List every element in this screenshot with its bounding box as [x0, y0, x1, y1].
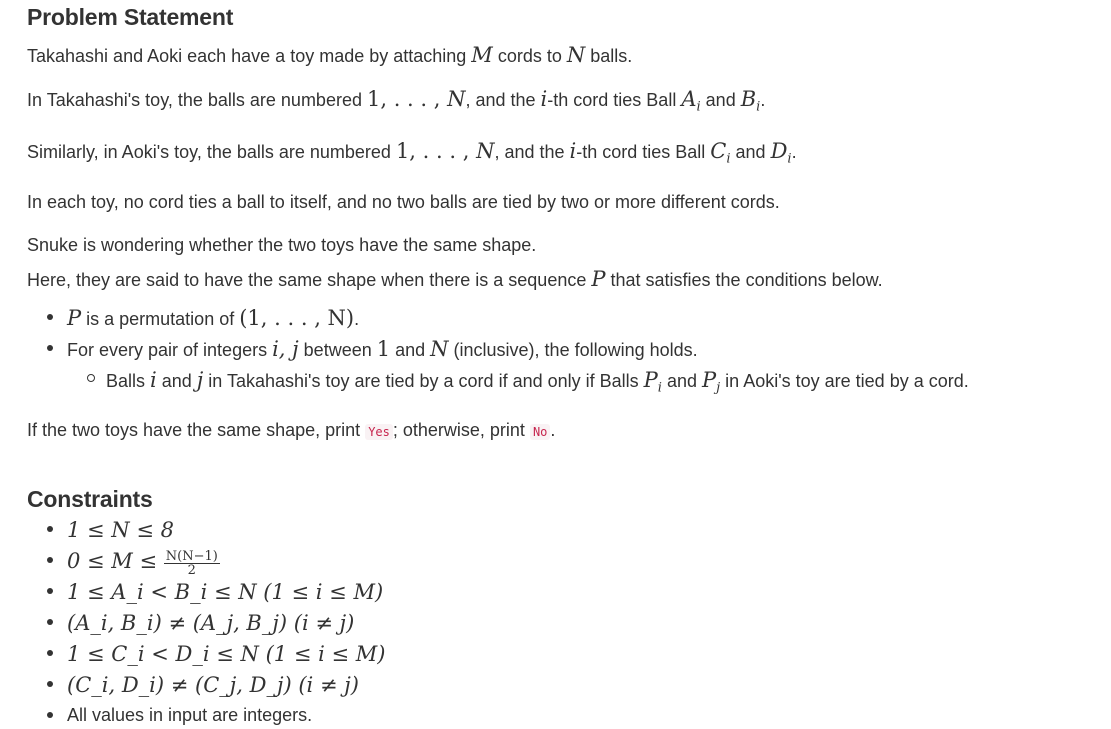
text: and: [730, 141, 771, 162]
paragraph-takahashi-toy: In Takahashi's toy, the balls are numbered 1, . . . , N, and the i-th cord ties Ball $A_i$ and $B_i$.: [27, 87, 766, 115]
text: .: [760, 90, 766, 110]
paragraph-aoki-toy: Similarly, in Aoki's toy, the balls are numbered 1, . . . , N, and the i-th cord ties Ball $C_i$ and $D_i$.: [27, 138, 797, 167]
text: and: [390, 340, 431, 361]
text: Balls: [106, 371, 151, 392]
fraction-denominator: 2: [187, 562, 196, 578]
list-item: [27, 334, 1107, 365]
math-p: P: [702, 368, 717, 393]
constraints-heading: Constraints: [27, 485, 153, 512]
math-n: N: [476, 138, 495, 163]
text: In Takahashi's toy, the balls are numbered: [27, 90, 367, 110]
math-range: 1, . . . ,: [366, 87, 448, 111]
constraint-cd: 1 ≤ C_i < D_i ≤ N (1 ≤ i ≤ M): [67, 641, 386, 666]
paragraph-toys: [27, 42, 1107, 69]
text: .: [354, 309, 360, 330]
constraint-item: [27, 577, 1107, 608]
paragraph-same-shape: [27, 266, 1107, 293]
math-p: P: [591, 267, 606, 292]
constraint-item: [27, 546, 1107, 577]
list-item: Balls i and j in Takahashi's toy are tied by a cord if and only if Balls $P_i$ and $P_j$ in Aoki's toy are tied by a cord.: [27, 365, 1107, 404]
text: (inclusive), the following holds.: [448, 340, 698, 361]
fraction-numerator: N(N−1): [165, 548, 218, 564]
paragraph-snuke: Snuke is wondering whether the two toys have the same shape.: [27, 235, 537, 256]
text: ; otherwise, print: [392, 419, 530, 440]
code-no: No: [530, 424, 550, 440]
math-i: i: [150, 368, 157, 393]
text: and: [156, 371, 197, 392]
text: in Aoki's toy are tied by a cord.: [720, 371, 969, 392]
text: in Takahashi's toy are tied by a cord if and only if Balls: [203, 371, 644, 392]
text: Here, they are said to have the same shape when there is a sequence: [27, 270, 592, 291]
constraints-list: [27, 515, 1107, 729]
constraint-m: 0 ≤ M ≤: [67, 548, 164, 573]
text: .: [791, 141, 797, 162]
problem-statement-heading: Problem Statement: [27, 4, 234, 30]
list-item: [27, 303, 1107, 334]
text: -th cord ties Ball: [547, 90, 682, 110]
math-tuple: (1, . . . , N): [239, 306, 355, 331]
text: Similarly, in Aoki's toy, the balls are numbered: [27, 141, 396, 162]
math-i: i: [540, 87, 548, 111]
constraint-item: [27, 515, 1107, 546]
constraint-item: [27, 670, 1107, 701]
code-yes: Yes: [365, 424, 393, 440]
paragraph-no-self-loops: In each toy, no cord ties a ball to itself, and no two balls are tied by two or more different cords.: [27, 192, 780, 213]
text: If the two toys have the same shape, print: [27, 419, 366, 440]
text: cords to: [492, 46, 567, 66]
constraint-cd-distinct: (C_i, D_i) ≠ (C_j, D_j) (i ≠ j): [67, 672, 359, 697]
text: , and the: [494, 141, 570, 162]
text: For every pair of integers: [67, 340, 273, 361]
constraint-ab: 1 ≤ A_i < B_i ≤ N (1 ≤ i ≤ M): [67, 579, 384, 604]
text: , and the: [465, 90, 541, 110]
math-n: N: [566, 43, 586, 67]
math-n: N: [430, 337, 449, 362]
math-m: M: [471, 43, 493, 67]
math-ij: i, j: [272, 337, 299, 362]
text: between: [298, 340, 377, 361]
fraction: [164, 550, 220, 577]
math-i: i: [569, 138, 577, 163]
text: that satisfies the conditions below.: [605, 270, 883, 291]
math-n: N: [447, 87, 466, 111]
math-p: P: [643, 368, 658, 393]
text: balls.: [585, 46, 633, 66]
math-a: A: [681, 87, 697, 111]
math-p: P: [67, 306, 82, 331]
text: and: [661, 371, 702, 392]
constraint-item: [27, 608, 1107, 639]
math-j: j: [196, 368, 204, 393]
text: -th cord ties Ball: [576, 141, 711, 162]
constraint-ab-distinct: (A_i, B_i) ≠ (A_j, B_j) (i ≠ j): [67, 610, 355, 635]
math-c: C: [710, 138, 727, 163]
constraint-item: [27, 639, 1107, 670]
text: and: [700, 90, 741, 110]
paragraph-output: [27, 417, 1107, 445]
math-one: 1: [376, 337, 391, 362]
text: .: [550, 419, 556, 440]
constraint-integers: All values in input are integers.: [67, 704, 313, 725]
text: is a permutation of: [81, 309, 240, 330]
conditions-list: [27, 303, 1107, 404]
constraint-n: 1 ≤ N ≤ 8: [67, 517, 174, 542]
text: Takahashi and Aoki each have a toy made by attaching: [27, 46, 472, 66]
math-range: 1, . . . ,: [395, 138, 477, 163]
math-d: D: [770, 138, 788, 163]
math-b: B: [740, 87, 757, 111]
